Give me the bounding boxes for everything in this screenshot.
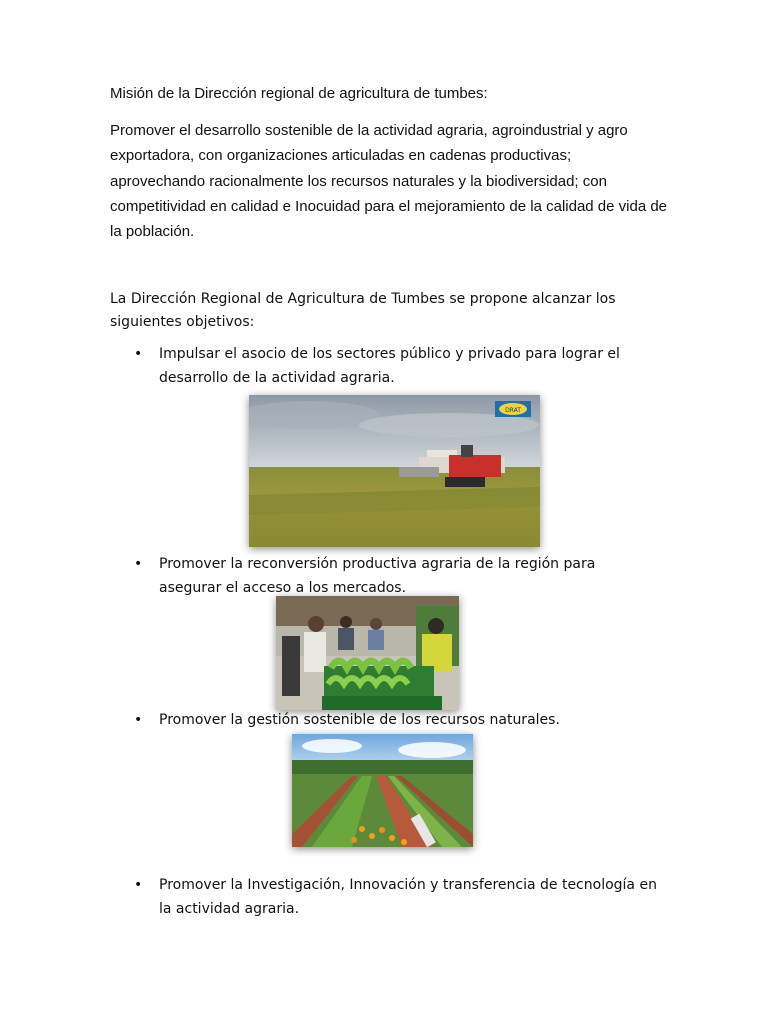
harvester-photo [249,395,540,547]
garden-rows-photo [292,734,473,847]
bullet-icon: • [134,346,143,362]
objetivo-text: Promover la Investigación, Innovación y transferencia de tecnología en la actividad agraria. [159,877,657,917]
banana-packing-photo [276,596,459,710]
bullet-icon: • [134,556,143,572]
objetivos-intro: La Dirección Regional de Agricultura de Tumbes se propone alcanzar los siguientes objetivos: [110,291,616,330]
bullet-icon: • [134,712,143,728]
objetivo-text: Promover la gestión sostenible de los recursos naturales. [159,712,560,728]
mision-paragraph: Promover el desarrollo sostenible de la actividad agraria, agroindustrial y agro exportadora, con organizaciones articuladas en cadenas productivas; aprovechando racionalmente los recursos naturales y la biodiversidad; con competitividad en calidad e Inocuidad para el mejoramiento de la calidad de vida de la población. [110,122,668,241]
mision-heading: Misión de la Dirección regional de agricultura de tumbes: [110,85,488,102]
bullet-icon: • [134,877,143,893]
drat-logo-text: DRAT [505,407,521,414]
objetivo-text: Impulsar el asocio de los sectores público y privado para lograr el desarrollo de la actividad agraria. [159,346,620,386]
objetivo-text: Promover la reconversión productiva agraria de la región para asegurar el acceso a los mercados. [159,556,596,596]
